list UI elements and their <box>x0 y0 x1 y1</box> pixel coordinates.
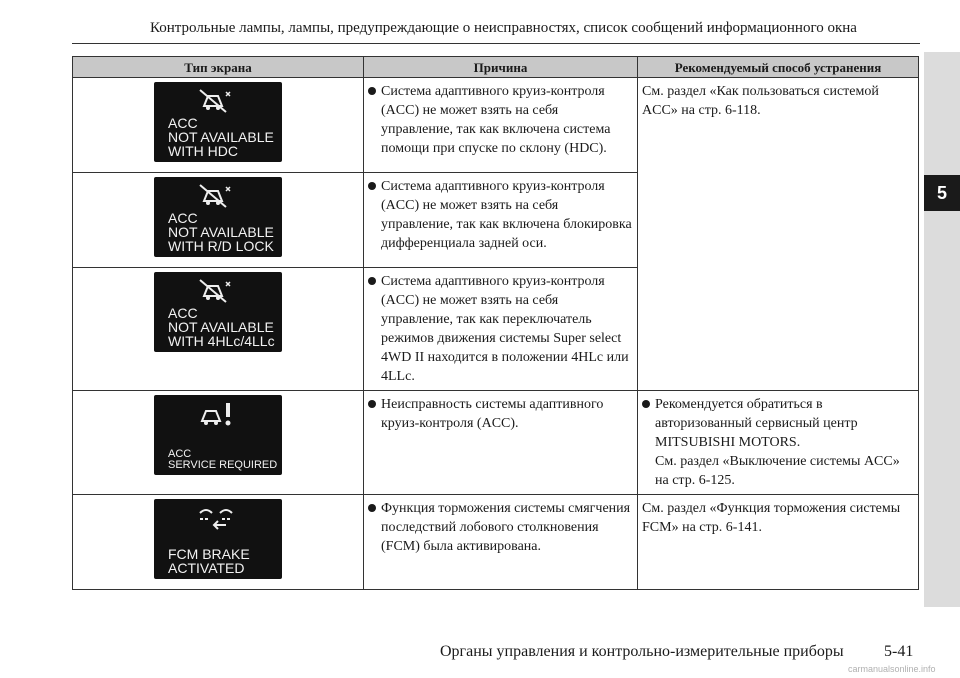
bullet-icon <box>368 400 376 408</box>
display-screen-image <box>154 395 282 475</box>
cause-text: Неисправность системы адаптивного круиз-контроля (ACC). <box>381 397 604 431</box>
display-screen-image <box>154 272 282 352</box>
acc-warning-icon <box>196 399 236 427</box>
screen-message: FCM BRAKE ACTIVATED <box>168 546 250 576</box>
screen-cell <box>73 391 364 495</box>
remedy-cell <box>638 391 919 495</box>
cause-text: Функция торможения системы смягчения последствий лобового столкновения (FCM) была активирована. <box>381 501 631 554</box>
cause-text: Система адаптивного круиз-контроля (ACC) не может взять на себя управление, так как переключатель режимов движения системы Super select 4WD II находится в положении 4HLc или 4LLc. <box>381 274 629 384</box>
screen-cell <box>73 268 364 391</box>
screen-message: ACC NOT AVAILABLE WITH R/D LOCK <box>168 210 274 254</box>
chapter-side-tab <box>924 52 960 607</box>
fcm-brake-icon <box>196 503 236 531</box>
screen-cell <box>73 173 364 268</box>
page-header-title: Контрольные лампы, лампы, предупреждающие о неисправностях, список сообщений информационного окна <box>150 20 857 36</box>
remedy-text: См. раздел «Как пользоваться системой ACC» на стр. 6-118. <box>642 84 879 118</box>
cause-cell <box>364 495 638 590</box>
page-number: 5-41 <box>884 643 914 660</box>
table-row <box>73 495 919 590</box>
bullet-icon <box>368 504 376 512</box>
table-header-row <box>73 57 919 78</box>
column-header-cause: Причина <box>364 57 638 78</box>
bullet-icon <box>368 87 376 95</box>
header-divider <box>72 43 920 44</box>
watermark: carmanualsonline.info <box>848 664 936 674</box>
cause-text: Система адаптивного круиз-контроля (ACC) не может взять на себя управление, так как включена система помощи при спуске по склону (HDC). <box>381 84 611 156</box>
cause-cell <box>364 173 638 268</box>
display-screen-image <box>154 177 282 257</box>
screen-message: ACC NOT AVAILABLE WITH HDC <box>168 115 274 159</box>
display-screen-image <box>154 82 282 162</box>
cause-cell <box>364 391 638 495</box>
warning-messages-table <box>72 56 919 590</box>
display-screen-image <box>154 499 282 579</box>
remedy-cell <box>638 78 919 391</box>
footer-section-title: Органы управления и контрольно-измерительные приборы <box>440 643 844 660</box>
bullet-icon <box>368 182 376 190</box>
bullet-icon <box>368 277 376 285</box>
remedy-cell <box>638 495 919 590</box>
acc-car-crossed-icon <box>196 181 236 209</box>
remedy-text: См. раздел «Функция торможения системы FCM» на стр. 6-141. <box>642 501 901 535</box>
table-row <box>73 391 919 495</box>
cause-cell <box>364 78 638 173</box>
remedy-bullet-text: Рекомендуется обратиться в авторизованный сервисный центр MITSUBISHI MOTORS. <box>655 397 858 450</box>
screen-cell <box>73 495 364 590</box>
chapter-number-badge: 5 <box>924 175 960 211</box>
screen-message: ACC SERVICE REQUIRED <box>168 448 278 471</box>
acc-car-crossed-icon <box>196 276 236 304</box>
screen-message: ACC NOT AVAILABLE WITH 4HLc/4LLc <box>168 305 275 349</box>
cause-cell <box>364 268 638 391</box>
cause-text: Система адаптивного круиз-контроля (ACC) не может взять на себя управление, так как включена блокировка дифференциала задней оси. <box>381 179 632 251</box>
remedy-extra-text: См. раздел «Выключение системы ACC» на стр. 6-125. <box>655 454 900 488</box>
column-header-screen: Тип экрана <box>73 57 364 78</box>
remedy-text <box>655 395 914 490</box>
bullet-icon <box>642 400 650 408</box>
acc-car-crossed-icon <box>196 86 236 114</box>
column-header-remedy: Рекомендуемый способ устранения <box>638 57 919 78</box>
table-row <box>73 78 919 173</box>
screen-cell <box>73 78 364 173</box>
